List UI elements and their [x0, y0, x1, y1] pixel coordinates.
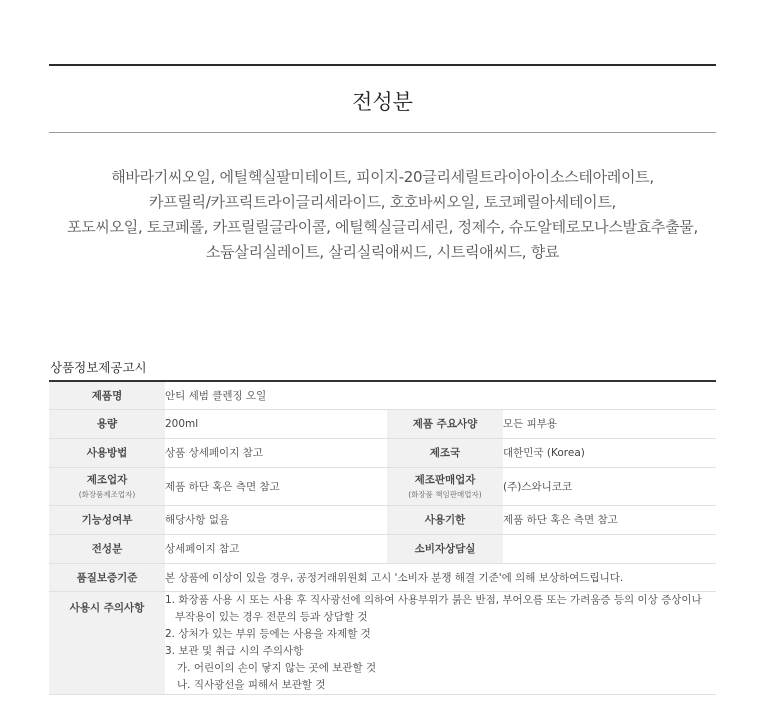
main-spec-label: 제품 주요사양 [387, 409, 503, 438]
caution-label: 사용시 주의사항 [49, 591, 165, 694]
warranty-label: 품질보증기준 [49, 563, 165, 591]
ingredients-line: 포도씨오일, 토코페롤, 카프릴릴글라이콜, 에틸헥실글리세린, 정제수, 슈도알테로모나스발효추출물, [67, 218, 698, 236]
table-row [49, 438, 716, 467]
section-title: 전성분 [352, 90, 413, 114]
table-row [49, 409, 716, 438]
table-row [49, 534, 716, 563]
seller-value: (주)스와니코코 [503, 467, 716, 505]
functional-label: 기능성여부 [49, 505, 165, 534]
country-label: 제조국 [387, 438, 503, 467]
consult-label: 소비자상담실 [387, 534, 503, 563]
expiry-label: 사용기한 [387, 505, 503, 534]
table-row [49, 467, 716, 505]
table-row [49, 382, 716, 409]
ingredients-list [49, 165, 716, 265]
usage-value: 상품 상세페이지 참고 [165, 438, 387, 467]
product-name-label: 제품명 [49, 382, 165, 409]
caution-list [165, 591, 716, 694]
functional-value: 해당사항 없음 [165, 505, 387, 534]
table-row [49, 505, 716, 534]
notice-title: 상품정보제공고시 [50, 360, 147, 375]
country-value: 대한민국 (Korea) [503, 438, 716, 467]
caution-item: 나. 직사광선을 피해서 보관할 것 [177, 678, 326, 691]
title-divider [49, 132, 716, 133]
ingredients-line: 해바라기씨오일, 에틸헥실팔미테이트, 피이지-20글리세릴트라이아이소스테아레이트, [111, 168, 654, 186]
top-divider [49, 64, 716, 66]
manufacturer-value: 제품 하단 혹은 측면 참고 [165, 467, 387, 505]
expiry-value: 제품 하단 혹은 측면 참고 [503, 505, 716, 534]
product-name-value: 안티 세범 클렌징 오일 [165, 382, 716, 409]
ingredients-line: 카프릴릭/카프릭트라이글리세라이드, 호호바씨오일, 토코페릴아세테이트, [149, 193, 616, 211]
product-info-table [49, 382, 716, 695]
seller-sublabel: (화장품 책임판매업자) [408, 490, 482, 499]
ingredients-value: 상세페이지 참고 [165, 534, 387, 563]
ingredients-label: 전성분 [49, 534, 165, 563]
caution-item: 가. 어린이의 손이 닿지 않는 곳에 보관할 것 [177, 661, 377, 674]
manufacturer-sublabel: (화장품제조업자) [78, 490, 136, 499]
manufacturer-label: 제조업자 [86, 474, 128, 486]
volume-value: 200ml [165, 409, 387, 438]
usage-label: 사용방법 [49, 438, 165, 467]
consult-value [503, 534, 716, 563]
caution-item: 부작용이 있는 경우 전문의 등과 상담할 것 [175, 610, 368, 623]
seller-label: 제조판매업자 [414, 474, 476, 486]
table-row [49, 591, 716, 694]
seller-label-cell [387, 467, 503, 505]
table-row [49, 563, 716, 591]
ingredients-line: 소듐살리실레이트, 살리실릭애씨드, 시트릭애씨드, 향료 [205, 243, 560, 261]
volume-label: 용량 [49, 409, 165, 438]
caution-item: 1. 화장품 사용 시 또는 사용 후 직사광선에 의하여 사용부위가 붉은 반점, 부어오름 또는 가려움증 등의 이상 증상이나 [165, 593, 702, 606]
main-spec-value: 모든 피부용 [503, 409, 716, 438]
caution-item: 2. 상처가 있는 부위 등에는 사용을 자제할 것 [165, 627, 371, 640]
caution-item: 3. 보관 및 취급 시의 주의사항 [165, 644, 304, 657]
warranty-value: 본 상품에 이상이 있을 경우, 공정거래위원회 고시 '소비자 분쟁 해결 기준'에 의해 보상하여드립니다. [165, 563, 716, 591]
manufacturer-label-cell [49, 467, 165, 505]
